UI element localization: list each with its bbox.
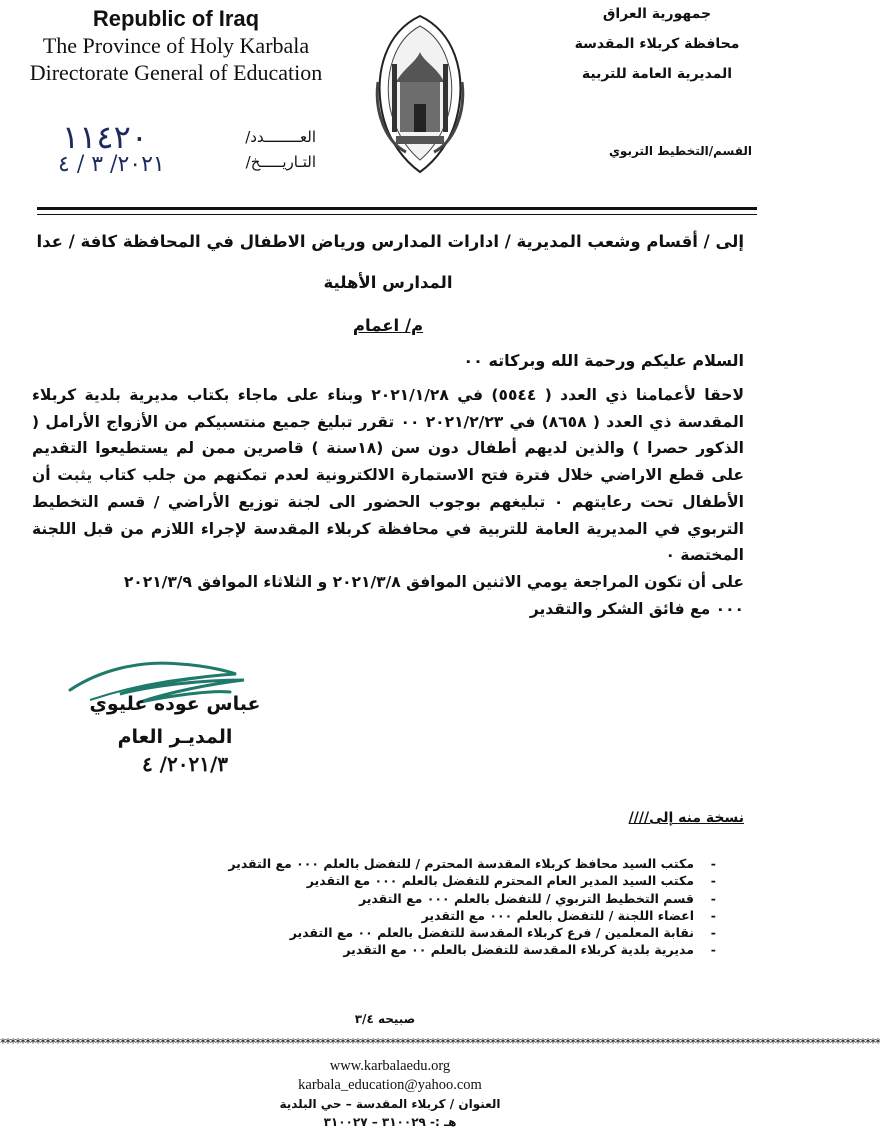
footer-address: العنوان / كربلاء المقدسة – حي البلدية: [279, 1097, 501, 1111]
copy-recipient: - مديرية بلدية كربلاء المقدسة للتفضل بالعلم ٠٠ مع التقدير: [343, 942, 716, 958]
header-divider-thin: [37, 214, 757, 215]
handwritten-date: ٢٠٢١/ ٣ / ٤: [58, 152, 165, 177]
copies-list: [116, 855, 716, 959]
signature-date: ٢٠٢١/٣/ ٤: [141, 752, 229, 776]
closing-line: ٠٠٠ مع فائق الشكر والتقدير: [529, 599, 744, 618]
header-arabic-country: جمهورية العراق: [602, 6, 712, 22]
header-arabic-directorate: المديرية العامة للتربية: [581, 66, 733, 82]
addressee-line-1: إلى / أقسام وشعب المديرية / ادارات المدارس ورياض الاطفال في المحافظة كافة / عدا: [36, 232, 744, 251]
header-english-directorate: Directorate General of Education: [29, 60, 323, 85]
footer-divider-stars: ********************************************************************************************************************************************************************************: [0, 1036, 880, 1050]
footer-website: www.karbalaedu.org: [329, 1058, 451, 1074]
typist-initials: صبيحه ٣/٤: [354, 1012, 416, 1026]
header-arabic-province: محافظة كربلاء المقدسة: [574, 36, 740, 52]
department-label: القسم/التخطيط التربوي: [608, 144, 752, 158]
footer-email: karbala_education@yahoo.com: [298, 1077, 482, 1093]
body-paragraph: لاحقا لأعمامنا ذي العدد ( ٥٥٤٤) في ٢٠٢١/١/٢٨ وبناء على ماجاء بكتاب مديرية بلدية كربلاء المقدسة ذي العدد ( ٨٦٥٨) في ٢٠٢١/٢/٢٣ ٠٠ تقرر تبليغ جميع منتسبيكم من الأزواج الأرامل ( الذكور حصرا ) والذين لديهم أطفال دون سن (١٨سنة ) قاصرين ممن لم يستطيعوا التقديم على قطع الاراضي خلال فترة فتح الاستمارة الالكترونية لعدم تمكنهم من جلب كتاب يثبت أن الأطفال تحت رعايتهم ٠ تبليغهم بوجوب الحضور الى لجنة توزيع الأراضي / قسم التخطيط التربوي في المديرية العامة للتربية في محافظة كربلاء المقدسة لإجراء اللازم من قبل اللجنة المختصة ٠: [32, 386, 745, 565]
greeting: السلام عليكم ورحمة الله وبركاته ٠٠: [463, 351, 744, 370]
handwritten-number: ١١٤٢٠: [62, 118, 148, 156]
copy-recipient: - مكتب السيد محافظ كربلاء المقدسة المحترم / للتفضل بالعلم ٠٠٠ مع التقدير: [228, 856, 716, 871]
number-label: العــــــــدد/: [245, 128, 316, 146]
copy-recipient: - نقابة المعلمين / فرع كربلاء المقدسة للتفضل بالعلم ٠٠ مع التقدير: [289, 925, 716, 941]
addressee-line-2: المدارس الأهلية: [323, 273, 453, 292]
subject-line: م/ اعمام: [352, 316, 424, 335]
header-divider-thick: [37, 207, 757, 210]
signatory-title: المديـر العام: [117, 726, 233, 748]
date-label: التـاريـــــخ/: [245, 153, 316, 171]
karbala-shrine-logo: [366, 12, 474, 180]
copies-heading: نسخة منه إلى////: [628, 810, 744, 826]
signatory-name: عباس عوده عليوي: [89, 693, 261, 715]
review-days-line: على أن تكون المراجعة يومي الاثنين الموافق ٢٠٢١/٣/٨ و الثلاثاء الموافق ٢٠٢١/٣/٩: [123, 572, 744, 591]
header-english-country: Republic of Iraq: [92, 6, 260, 31]
footer-phone: هـ :- ٣١٠٠٢٩ – ٣١٠٠٢٧: [323, 1115, 457, 1129]
copy-recipient: - مكتب السيد المدير العام المحترم للتفضل بالعلم ٠٠٠ مع التقدير: [306, 873, 716, 889]
letter-body: [32, 382, 744, 622]
header-english-province: The Province of Holy Karbala: [42, 33, 310, 58]
copy-recipient: - قسم التخطيط التربوي / للتفضل بالعلم ٠٠٠ مع التقدير: [358, 890, 716, 906]
copy-recipient: - اعضاء اللجنة / للتفضل بالعلم ٠٠٠ مع التقدير: [421, 907, 716, 923]
